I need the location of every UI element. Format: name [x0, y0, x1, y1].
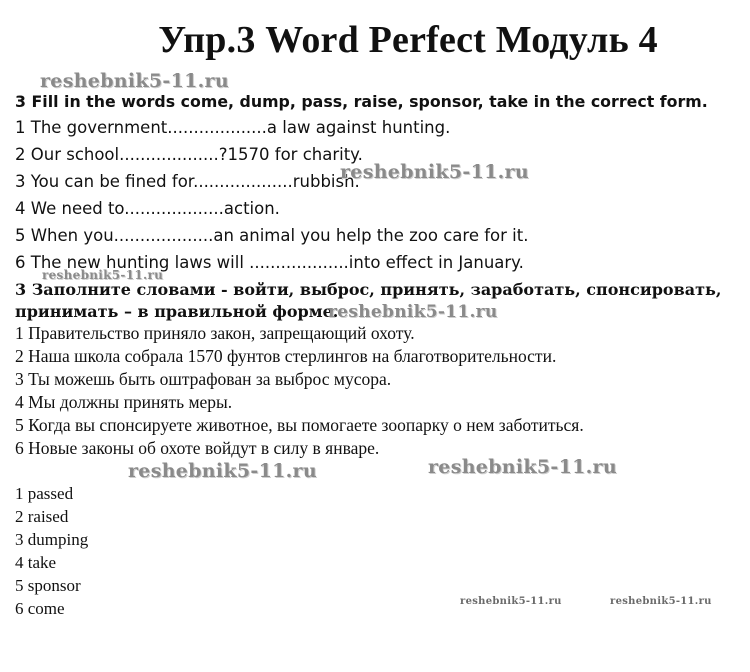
russian-task-heading-line2: принимать – в правильной форме.: [15, 302, 339, 321]
russian-item: 1 Правительство приняло закон, запрещающий охоту.: [15, 323, 415, 343]
russian-item: 5 Когда вы спонсируете животное, вы помогаете зоопарку о нем заботиться.: [15, 415, 584, 435]
answer-item: 1 passed: [15, 484, 74, 503]
watermark: reshebnik5-11.ru: [42, 268, 164, 282]
answer-item: 3 dumping: [15, 530, 89, 549]
watermark: reshebnik5-11.ru: [460, 596, 562, 607]
russian-item: 6 Новые законы об охоте войдут в силу в январе.: [15, 438, 380, 458]
russian-item: 3 Ты можешь быть оштрафован за выброс мусора.: [15, 369, 392, 389]
watermark: reshebnik5-11.ru: [328, 302, 498, 322]
english-item: 4 We need to...................action.: [15, 199, 280, 218]
russian-item: 4 Мы должны принять меры.: [15, 392, 233, 412]
watermark: reshebnik5-11.ru: [428, 456, 617, 478]
english-item: 3 You can be fined for...................rubbish.: [15, 172, 360, 191]
watermark: reshebnik5-11.ru: [128, 460, 317, 482]
watermark: reshebnik5-11.ru: [340, 161, 529, 183]
russian-item: 2 Наша школа собрала 1570 фунтов стерлингов на благотворительности.: [15, 346, 557, 366]
english-item: 6 The new hunting laws will ...................into effect in January.: [15, 253, 524, 272]
answer-item: 4 take: [15, 553, 57, 572]
answer-item: 5 sponsor: [15, 576, 81, 595]
english-item: 5 When you...................an animal you help the zoo care for it.: [15, 226, 529, 245]
answer-item: 2 raised: [15, 507, 69, 526]
watermark: reshebnik5-11.ru: [610, 596, 712, 607]
answer-item: 6 come: [15, 599, 65, 618]
english-task-heading: 3 Fill in the words come, dump, pass, raise, sponsor, take in the correct form.: [15, 92, 708, 111]
russian-task-heading-line1: 3 Заполните словами - войти, выброс, принять, заработать, спонсировать,: [15, 280, 722, 299]
english-item: 2 Our school...................?1570 for charity.: [15, 145, 363, 164]
english-item: 1 The government...................a law against hunting.: [15, 118, 451, 137]
watermark: reshebnik5-11.ru: [40, 70, 229, 92]
page-title: Упр.3 Word Perfect Модуль 4: [158, 19, 658, 61]
